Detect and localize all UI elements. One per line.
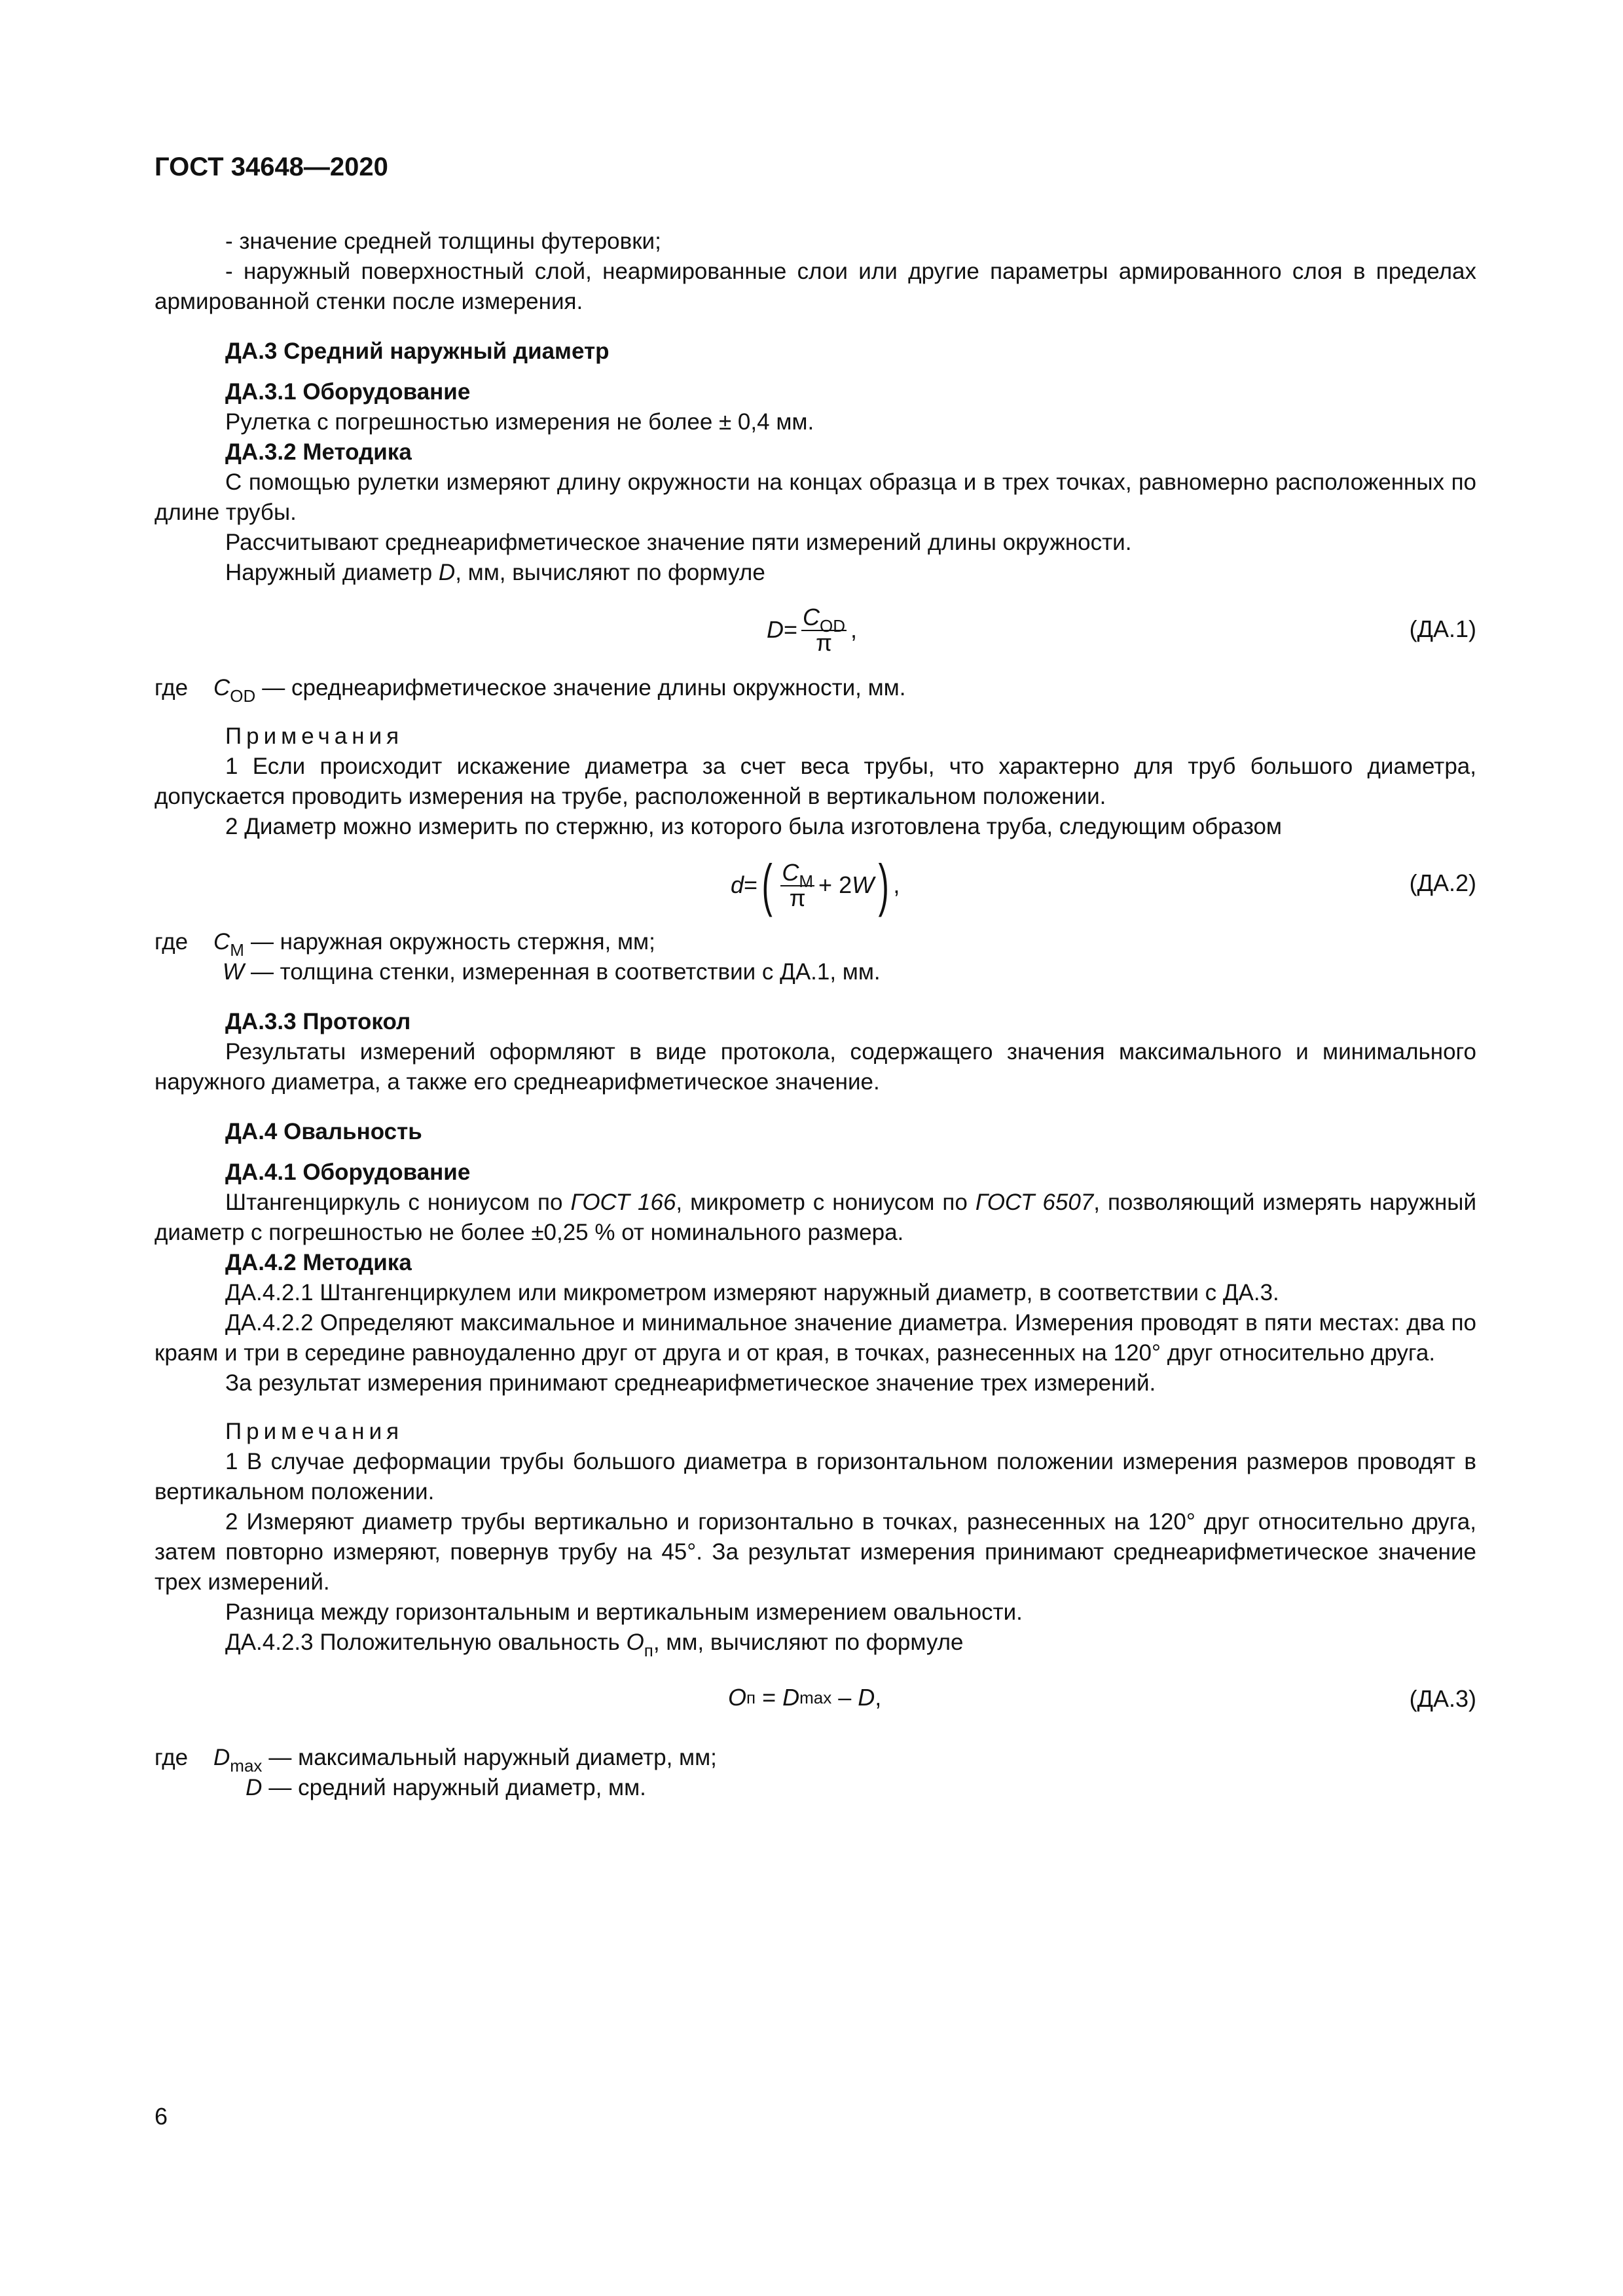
note-da4-extra: Разница между горизонтальным и вертикальным измерением овальности. [225, 1599, 1023, 1625]
section-da422-result: За результат измерения принимают среднеарифметическое значение трех измерений. [225, 1370, 1156, 1396]
section-da33-text: Результаты измерений оформляют в виде протокола, содержащего значения максимального и минимального наружного диаметра, а также его среднеарифметическое значение. [155, 1039, 1476, 1095]
where-definition: — наружная окружность стержня, мм; [250, 929, 655, 955]
formula-da3-expression: O п = D max – D , [728, 1684, 882, 1711]
intro-item-1: - значение средней толщины футеровки; [225, 228, 661, 254]
formula-da1-number: (ДА.1) [1409, 615, 1476, 642]
section-da32-para-2: Рассчитывают среднеарифметическое значение пяти измерений длины окружности. [225, 530, 1132, 555]
notes-heading-da4: Примечания [225, 1419, 404, 1444]
ref-gost-6507: ГОСТ 6507 [975, 1190, 1094, 1215]
ref-gost-166: ГОСТ 166 [570, 1190, 676, 1215]
where-da2 [155, 927, 1476, 987]
where-definition: — максимальный наружный диаметр, мм; [268, 1745, 717, 1770]
section-da41-text: Штангенциркуль с нониусом по ГОСТ 166, микрометр с нониусом по ГОСТ 6507, позволяющий измерять наружный диаметр с погрешностью не более ±0,25 % от номинального размера. [155, 1190, 1477, 1245]
section-da33-title: ДА.3.3 Протокол [225, 1009, 411, 1034]
formula-da1-fraction: $\frac{C_{OD}}{\pi}$ [803, 604, 846, 656]
page-header: ГОСТ 34648—2020 [155, 153, 388, 181]
where-word [155, 957, 207, 987]
section-da3-title: ДА.3 Средний наружный диаметр [225, 338, 610, 364]
note-da3-2: 2 Диаметр можно измерить по стержню, из которого была изготовлена труба, следующим образом [225, 814, 1282, 839]
formula-da1 [155, 598, 1476, 659]
where-word: где [155, 929, 189, 955]
note-da3-1: 1 Если происходит искажение диаметра за счет веса трубы, что характерно для труб большого диаметра, допускается проводить измерения на трубе, расположенной в вертикальном положении. [155, 754, 1476, 809]
where-word: где [155, 675, 189, 701]
notes-heading-da3: Примечания [225, 723, 404, 749]
where-symbol: $C_M$ [213, 929, 244, 960]
formula-da3 [155, 1668, 1476, 1728]
where-symbol: W [222, 959, 244, 985]
note-da4-1: 1 В случае деформации трубы большого диаметра в горизонтальном положении измерения размеров проводят в вертикальном положении. [155, 1449, 1476, 1504]
formula-da3-number: (ДА.3) [1409, 1685, 1476, 1712]
section-da422-text: ДА.4.2.2 Определяют максимальное и минимальное значение диаметра. Измерения проводят в пяти местах: два по краям и три в середине равноудаленно друг от друга и от края, в точках, разнесенных на 120° друг относительно друга. [155, 1310, 1476, 1366]
where-definition: — толщина стенки, измеренная в соответствии с ДА.1, мм. [250, 959, 881, 985]
section-da31-text: Рулетка с погрешностью измерения не более ± 0,4 мм. [225, 409, 814, 435]
right-paren-glyph: ) [878, 852, 889, 917]
section-da421-text: ДА.4.2.1 Штангенциркулем или микрометром измеряют наружный диаметр, в соответствии с ДА.3. [225, 1280, 1279, 1305]
formula-da2-number: (ДА.2) [1409, 869, 1476, 896]
page-number: 6 [155, 2103, 168, 2130]
section-da423-text: ДА.4.2.3 Положительную овальность $O_п$, мм, вычисляют по формуле [225, 1630, 964, 1660]
formula-da2-expression: d = ( $\frac{C_M}{\pi}$ + 2 W ) , [731, 852, 900, 917]
where-word [155, 1773, 207, 1803]
formula-da2 [155, 852, 1476, 917]
where-da1 [155, 673, 1476, 706]
section-da32-para-1: С помощью рулетки измеряют длину окружности на концах образца и в трех точках, равномерно расположенных по длине трубы. [155, 469, 1476, 525]
section-da32-title: ДА.3.2 Методика [225, 439, 412, 465]
note-da4-2: 2 Измеряют диаметр трубы вертикально и горизонтально в точках, разнесенных на 120° друг относительно друга, затем повторно измеряют, повернув трубу на 45°. За результат измерения принимают среднеарифметическое значение трех измерений. [155, 1509, 1476, 1595]
section-da32-para-3: Наружный диаметр D, мм, вычисляют по формуле [225, 560, 765, 585]
formula-da1-expression: D = $\frac{C_{OD}}{\pi}$ , [767, 604, 858, 656]
formula-da2-fraction: $\frac{C_M}{\pi}$ [782, 859, 814, 911]
where-symbol: $D_{max}$ [213, 1745, 263, 1776]
left-paren-glyph: ( [761, 852, 773, 917]
intro-item-2: - наружный поверхностный слой, неармированные слои или другие параметры армированного слоя в пределах армированной стенки после измерения. [155, 259, 1476, 314]
where-definition: — средний наружный диаметр, мм. [268, 1775, 646, 1800]
section-da31-title: ДА.3.1 Оборудование [225, 379, 471, 405]
where-symbol: D [246, 1775, 263, 1800]
section-da4-title: ДА.4 Овальность [225, 1119, 422, 1144]
where-da3 [155, 1743, 1476, 1803]
section-da41-title: ДА.4.1 Оборудование [225, 1159, 471, 1185]
where-word: где [155, 1745, 189, 1770]
where-definition: — среднеарифметическое значение длины окружности, мм. [262, 675, 906, 701]
where-symbol: $C_{OD}$ [213, 675, 256, 706]
section-da42-title: ДА.4.2 Методика [225, 1250, 412, 1275]
